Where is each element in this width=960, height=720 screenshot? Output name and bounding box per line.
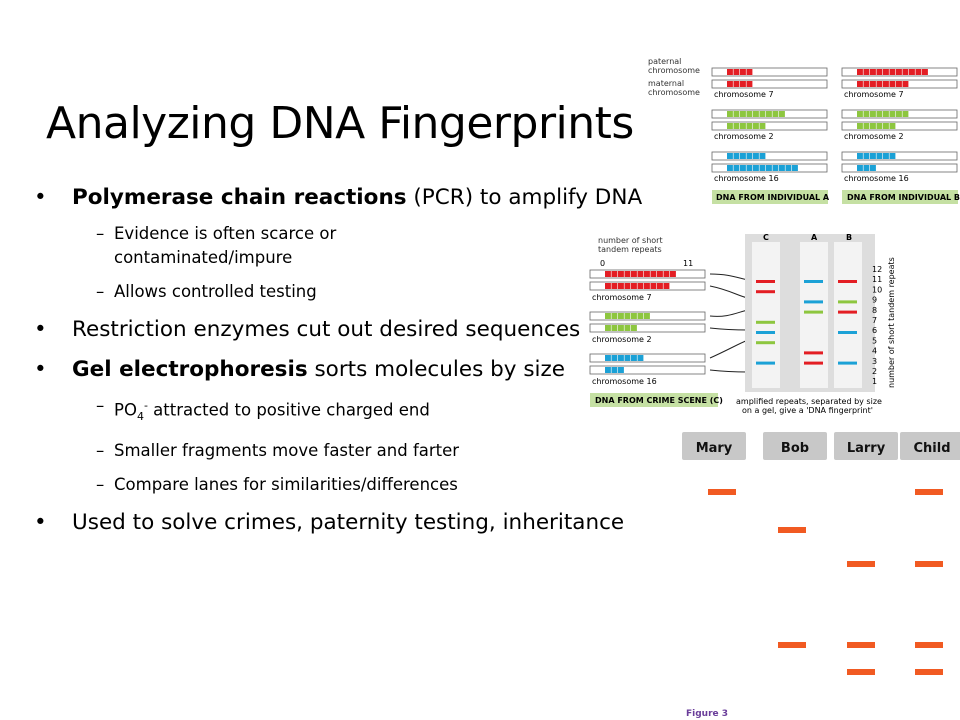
subbullet-po4: – $PO_4^-$ attracted to positive charged end bbox=[96, 396, 430, 423]
subbullet-compare: – Compare lanes for similarities/differences bbox=[96, 474, 458, 494]
chromosome-repeat bbox=[857, 153, 863, 159]
caption-1: amplified repeats, separated by size bbox=[736, 397, 882, 406]
crime-chromosome-repeat bbox=[612, 283, 618, 289]
crime-chromosome-repeat bbox=[638, 283, 644, 289]
individual-b-label: DNA FROM INDIVIDUAL B bbox=[847, 193, 960, 202]
chromosome-repeat bbox=[864, 69, 870, 75]
chromosome-repeat bbox=[747, 165, 753, 171]
crime-chromosome-repeat bbox=[638, 355, 644, 361]
chromosome-repeat bbox=[890, 153, 896, 159]
chromosome-repeat bbox=[753, 123, 759, 129]
axis-label: number of short tandem repeats bbox=[887, 257, 896, 388]
crime-chromosome-repeat bbox=[631, 325, 637, 331]
chromosome-label: chromosome 16 bbox=[592, 377, 657, 386]
chromosome-repeat bbox=[727, 153, 733, 159]
gel-lane-b bbox=[834, 242, 862, 388]
crime-chromosome-repeat bbox=[605, 283, 611, 289]
gel-band bbox=[838, 300, 857, 303]
chromosome-repeat bbox=[903, 81, 909, 87]
chromosome-repeat bbox=[870, 123, 876, 129]
crime-chromosome-repeat bbox=[657, 271, 663, 277]
chromosome-repeat bbox=[857, 165, 863, 171]
gel-band bbox=[838, 311, 857, 314]
gel-band bbox=[838, 362, 857, 365]
figure-label: Figure 3 bbox=[686, 709, 729, 719]
crime-chromosome-repeat bbox=[644, 313, 650, 319]
crime-scene-chromosomes bbox=[590, 270, 705, 386]
chromosome-repeat bbox=[734, 153, 740, 159]
crime-chromosome-repeat bbox=[612, 355, 618, 361]
chromosome-repeat bbox=[903, 69, 909, 75]
chromosome-repeat bbox=[760, 111, 766, 117]
chromosome-repeat bbox=[896, 69, 902, 75]
bullet-restriction: • Restriction enzymes cut out desired sequences bbox=[34, 317, 581, 342]
crime-chromosome-repeat bbox=[670, 271, 676, 277]
chromosome-repeat bbox=[870, 81, 876, 87]
crime-chromosome-repeat bbox=[631, 313, 637, 319]
chromosome-repeat bbox=[870, 69, 876, 75]
chromosome-repeat bbox=[734, 69, 740, 75]
individual-a-chromosomes bbox=[712, 68, 827, 183]
chromosome-repeat bbox=[857, 123, 863, 129]
chromosome-repeat bbox=[883, 111, 889, 117]
chromosome-repeat bbox=[734, 81, 740, 87]
crime-chromosome-repeat bbox=[605, 325, 611, 331]
chromosome-label: chromosome 2 bbox=[714, 132, 774, 141]
arrow bbox=[710, 328, 748, 330]
chromosome-repeat bbox=[734, 111, 740, 117]
lane-header-label: Child bbox=[913, 441, 951, 456]
chromosome-repeat bbox=[890, 69, 896, 75]
gel-band bbox=[756, 362, 775, 365]
chromosome-label: chromosome 2 bbox=[844, 132, 904, 141]
crime-chromosome-repeat bbox=[612, 325, 618, 331]
chromosome-label: chromosome 16 bbox=[714, 174, 779, 183]
chromosome-repeat bbox=[883, 153, 889, 159]
caption-2: on a gel, give a 'DNA fingerprint' bbox=[742, 406, 873, 415]
chromosome-repeat bbox=[766, 165, 772, 171]
scale-tick: 11 bbox=[872, 275, 883, 285]
crime-chromosome-repeat bbox=[625, 283, 631, 289]
repeats-zero: 0 bbox=[600, 259, 606, 268]
chromosome-repeat bbox=[747, 123, 753, 129]
paternity-band bbox=[778, 642, 806, 648]
repeats-eleven: 11 bbox=[683, 259, 694, 268]
chromosome-repeat bbox=[727, 81, 733, 87]
paternity-band bbox=[778, 527, 806, 533]
chromosome-repeat bbox=[903, 111, 909, 117]
crime-chromosome-repeat bbox=[644, 283, 650, 289]
bullet-gel: • Gel electrophoresis sorts molecules by size bbox=[34, 357, 566, 382]
gel-band bbox=[756, 321, 775, 324]
arrow bbox=[710, 310, 748, 316]
paternity-band bbox=[915, 561, 943, 567]
crime-chromosome-repeat bbox=[657, 283, 663, 289]
chromosome-repeat bbox=[877, 153, 883, 159]
chromosome-repeat bbox=[753, 153, 759, 159]
chromosome-repeat bbox=[909, 69, 915, 75]
crime-chromosome-repeat bbox=[612, 367, 618, 373]
crime-chromosome-repeat bbox=[618, 355, 624, 361]
chromosome-repeat bbox=[773, 111, 779, 117]
chromosome-repeat bbox=[753, 165, 759, 171]
chromosome-repeat bbox=[922, 69, 928, 75]
chromosome-repeat bbox=[727, 69, 733, 75]
chromosome-repeat bbox=[883, 123, 889, 129]
crime-chromosome-repeat bbox=[651, 271, 657, 277]
chromosome-repeat bbox=[870, 111, 876, 117]
gel-band bbox=[804, 280, 823, 283]
gel-band bbox=[804, 362, 823, 365]
gel-band bbox=[756, 280, 775, 283]
repeat-scale bbox=[872, 265, 882, 386]
chromosome-repeat bbox=[890, 81, 896, 87]
chromosome-repeat bbox=[877, 69, 883, 75]
chromosome-repeat bbox=[760, 123, 766, 129]
paternity-gel bbox=[678, 432, 960, 720]
crime-chromosome-repeat bbox=[618, 283, 624, 289]
chromosome-repeat bbox=[747, 153, 753, 159]
chromosome-repeat bbox=[786, 165, 792, 171]
crime-scene-label: DNA FROM CRIME SCENE (C) bbox=[595, 396, 723, 405]
individual-b-chromosomes bbox=[842, 68, 957, 183]
chromosome-repeat bbox=[870, 153, 876, 159]
chromosome-repeat bbox=[792, 165, 798, 171]
chromosome-repeat bbox=[883, 81, 889, 87]
paternity-band bbox=[708, 489, 736, 495]
gel-band bbox=[756, 290, 775, 293]
crime-chromosome-repeat bbox=[664, 271, 670, 277]
chromosome-repeat bbox=[727, 111, 733, 117]
paternity-lane-headers bbox=[682, 432, 960, 460]
arrow bbox=[710, 370, 748, 372]
chromosome-repeat bbox=[877, 123, 883, 129]
chromosome-repeat bbox=[864, 111, 870, 117]
lane-c-label: C bbox=[763, 233, 769, 242]
scale-tick: 4 bbox=[872, 346, 878, 356]
subbullet-smaller: – Smaller fragments move faster and farter bbox=[96, 440, 460, 460]
lane-header-label: Mary bbox=[695, 441, 733, 456]
chromosome-repeat bbox=[740, 111, 746, 117]
chromosome-repeat bbox=[740, 153, 746, 159]
chromosome-repeat bbox=[870, 165, 876, 171]
subbullet-evidence: – Evidence is often scarce or contaminated/impure bbox=[96, 224, 337, 267]
paternal-label-2: chromosome bbox=[648, 66, 700, 75]
chromosome-repeat bbox=[877, 111, 883, 117]
crime-chromosome-repeat bbox=[631, 271, 637, 277]
paternity-band bbox=[915, 669, 943, 675]
gel-band bbox=[756, 341, 775, 344]
chromosome-repeat bbox=[747, 81, 753, 87]
bullet-pcr: • Polymerase chain reactions (PCR) to amplify DNA bbox=[34, 185, 643, 210]
chromosome-repeat bbox=[773, 165, 779, 171]
chromosome-repeat bbox=[727, 165, 733, 171]
chromosome-repeat bbox=[857, 69, 863, 75]
scale-tick: 10 bbox=[872, 285, 883, 295]
chromosome-repeat bbox=[864, 123, 870, 129]
chromosome-repeat bbox=[727, 123, 733, 129]
crime-chromosome-repeat bbox=[618, 313, 624, 319]
chromosome-repeat bbox=[890, 111, 896, 117]
chromosome-label: chromosome 7 bbox=[844, 90, 904, 99]
lane-header-label: Bob bbox=[780, 441, 810, 456]
lane-a-label: A bbox=[811, 233, 818, 242]
slide-title: Analyzing DNA Fingerprints bbox=[46, 98, 634, 149]
gel-lane-a bbox=[800, 242, 828, 388]
crime-chromosome-repeat bbox=[644, 271, 650, 277]
scale-tick: 3 bbox=[872, 356, 878, 366]
paternity-band bbox=[847, 669, 875, 675]
crime-chromosome-repeat bbox=[625, 325, 631, 331]
paternity-band bbox=[915, 489, 943, 495]
gel-band bbox=[804, 311, 823, 314]
chromosome-label: chromosome 7 bbox=[714, 90, 774, 99]
chromosome-repeat bbox=[740, 165, 746, 171]
chromosome-label: chromosome 16 bbox=[844, 174, 909, 183]
crime-chromosome-repeat bbox=[651, 283, 657, 289]
chromosome-repeat bbox=[890, 123, 896, 129]
crime-chromosome-repeat bbox=[664, 283, 670, 289]
bullet-used: • Used to solve crimes, paternity testing, inheritance bbox=[34, 509, 625, 535]
chromosome-repeat bbox=[734, 165, 740, 171]
crime-chromosome-repeat bbox=[605, 271, 611, 277]
chromosome-repeat bbox=[896, 81, 902, 87]
scale-tick: 8 bbox=[872, 305, 878, 315]
paternal-label: paternal bbox=[648, 57, 682, 66]
chromosome-repeat bbox=[747, 111, 753, 117]
crime-chromosome-repeat bbox=[631, 283, 637, 289]
arrows bbox=[710, 274, 748, 372]
crime-chromosome-repeat bbox=[625, 355, 631, 361]
scale-tick: 5 bbox=[872, 336, 878, 346]
arrow bbox=[710, 286, 748, 298]
chromosome-repeat bbox=[779, 165, 785, 171]
chromosome-repeat bbox=[916, 69, 922, 75]
chromosome-repeat bbox=[864, 153, 870, 159]
chromosome-repeat bbox=[747, 69, 753, 75]
chromosome-repeat bbox=[779, 111, 785, 117]
lane-header-label: Larry bbox=[846, 441, 886, 456]
paternity-band bbox=[915, 642, 943, 648]
chromosome-repeat bbox=[857, 81, 863, 87]
lane-b-label: B bbox=[846, 233, 853, 242]
crime-chromosome-repeat bbox=[618, 271, 624, 277]
chromosome-repeat bbox=[864, 165, 870, 171]
crime-chromosome-repeat bbox=[605, 313, 611, 319]
subbullet-controlled: – Allows controlled testing bbox=[96, 282, 317, 301]
crime-chromosome-repeat bbox=[631, 355, 637, 361]
crime-chromosome-repeat bbox=[638, 271, 644, 277]
chromosome-repeat bbox=[766, 111, 772, 117]
individual-a-label: DNA FROM INDIVIDUAL A bbox=[716, 193, 830, 202]
chromosome-repeat bbox=[734, 123, 740, 129]
crime-chromosome-repeat bbox=[638, 313, 644, 319]
chromosome-repeat bbox=[753, 111, 759, 117]
crime-chromosome-repeat bbox=[625, 313, 631, 319]
chromosome-repeat bbox=[760, 153, 766, 159]
repeats-label-2: tandem repeats bbox=[598, 245, 662, 254]
gel-band bbox=[838, 280, 857, 283]
scale-tick: 7 bbox=[872, 316, 878, 325]
scale-tick: 2 bbox=[872, 367, 878, 376]
chromosome-repeat bbox=[760, 165, 766, 171]
crime-chromosome-repeat bbox=[618, 325, 624, 331]
paternity-band bbox=[847, 642, 875, 648]
scale-tick: 9 bbox=[872, 295, 878, 305]
crime-chromosome-repeat bbox=[612, 313, 618, 319]
chromosome-repeat bbox=[857, 111, 863, 117]
gel-band bbox=[756, 331, 775, 334]
chromosome-repeat bbox=[877, 81, 883, 87]
maternal-label-2: chromosome bbox=[648, 88, 700, 97]
arrow bbox=[710, 274, 748, 280]
chromosome-repeat bbox=[864, 81, 870, 87]
maternal-label: maternal bbox=[648, 79, 685, 88]
gel-band bbox=[804, 300, 823, 303]
chromosome-repeat bbox=[896, 111, 902, 117]
chromosome-repeat bbox=[740, 123, 746, 129]
scale-tick: 6 bbox=[872, 326, 878, 336]
scale-tick: 12 bbox=[872, 265, 883, 274]
chromosome-repeat bbox=[740, 81, 746, 87]
crime-chromosome-repeat bbox=[612, 271, 618, 277]
repeats-label-1: number of short bbox=[598, 236, 663, 245]
crime-chromosome-repeat bbox=[605, 355, 611, 361]
crime-chromosome-repeat bbox=[605, 367, 611, 373]
chromosome-label: chromosome 2 bbox=[592, 335, 652, 344]
arrow bbox=[710, 340, 748, 358]
chromosome-repeat bbox=[740, 69, 746, 75]
gel-band bbox=[838, 331, 857, 334]
crime-chromosome-repeat bbox=[618, 367, 624, 373]
scale-tick: 1 bbox=[872, 377, 878, 387]
chromosome-label: chromosome 7 bbox=[592, 293, 652, 302]
chromosome-repeat bbox=[883, 69, 889, 75]
paternity-band bbox=[847, 561, 875, 567]
crime-chromosome-repeat bbox=[625, 271, 631, 277]
gel-lane-c bbox=[752, 242, 780, 388]
gel-band bbox=[804, 351, 823, 354]
